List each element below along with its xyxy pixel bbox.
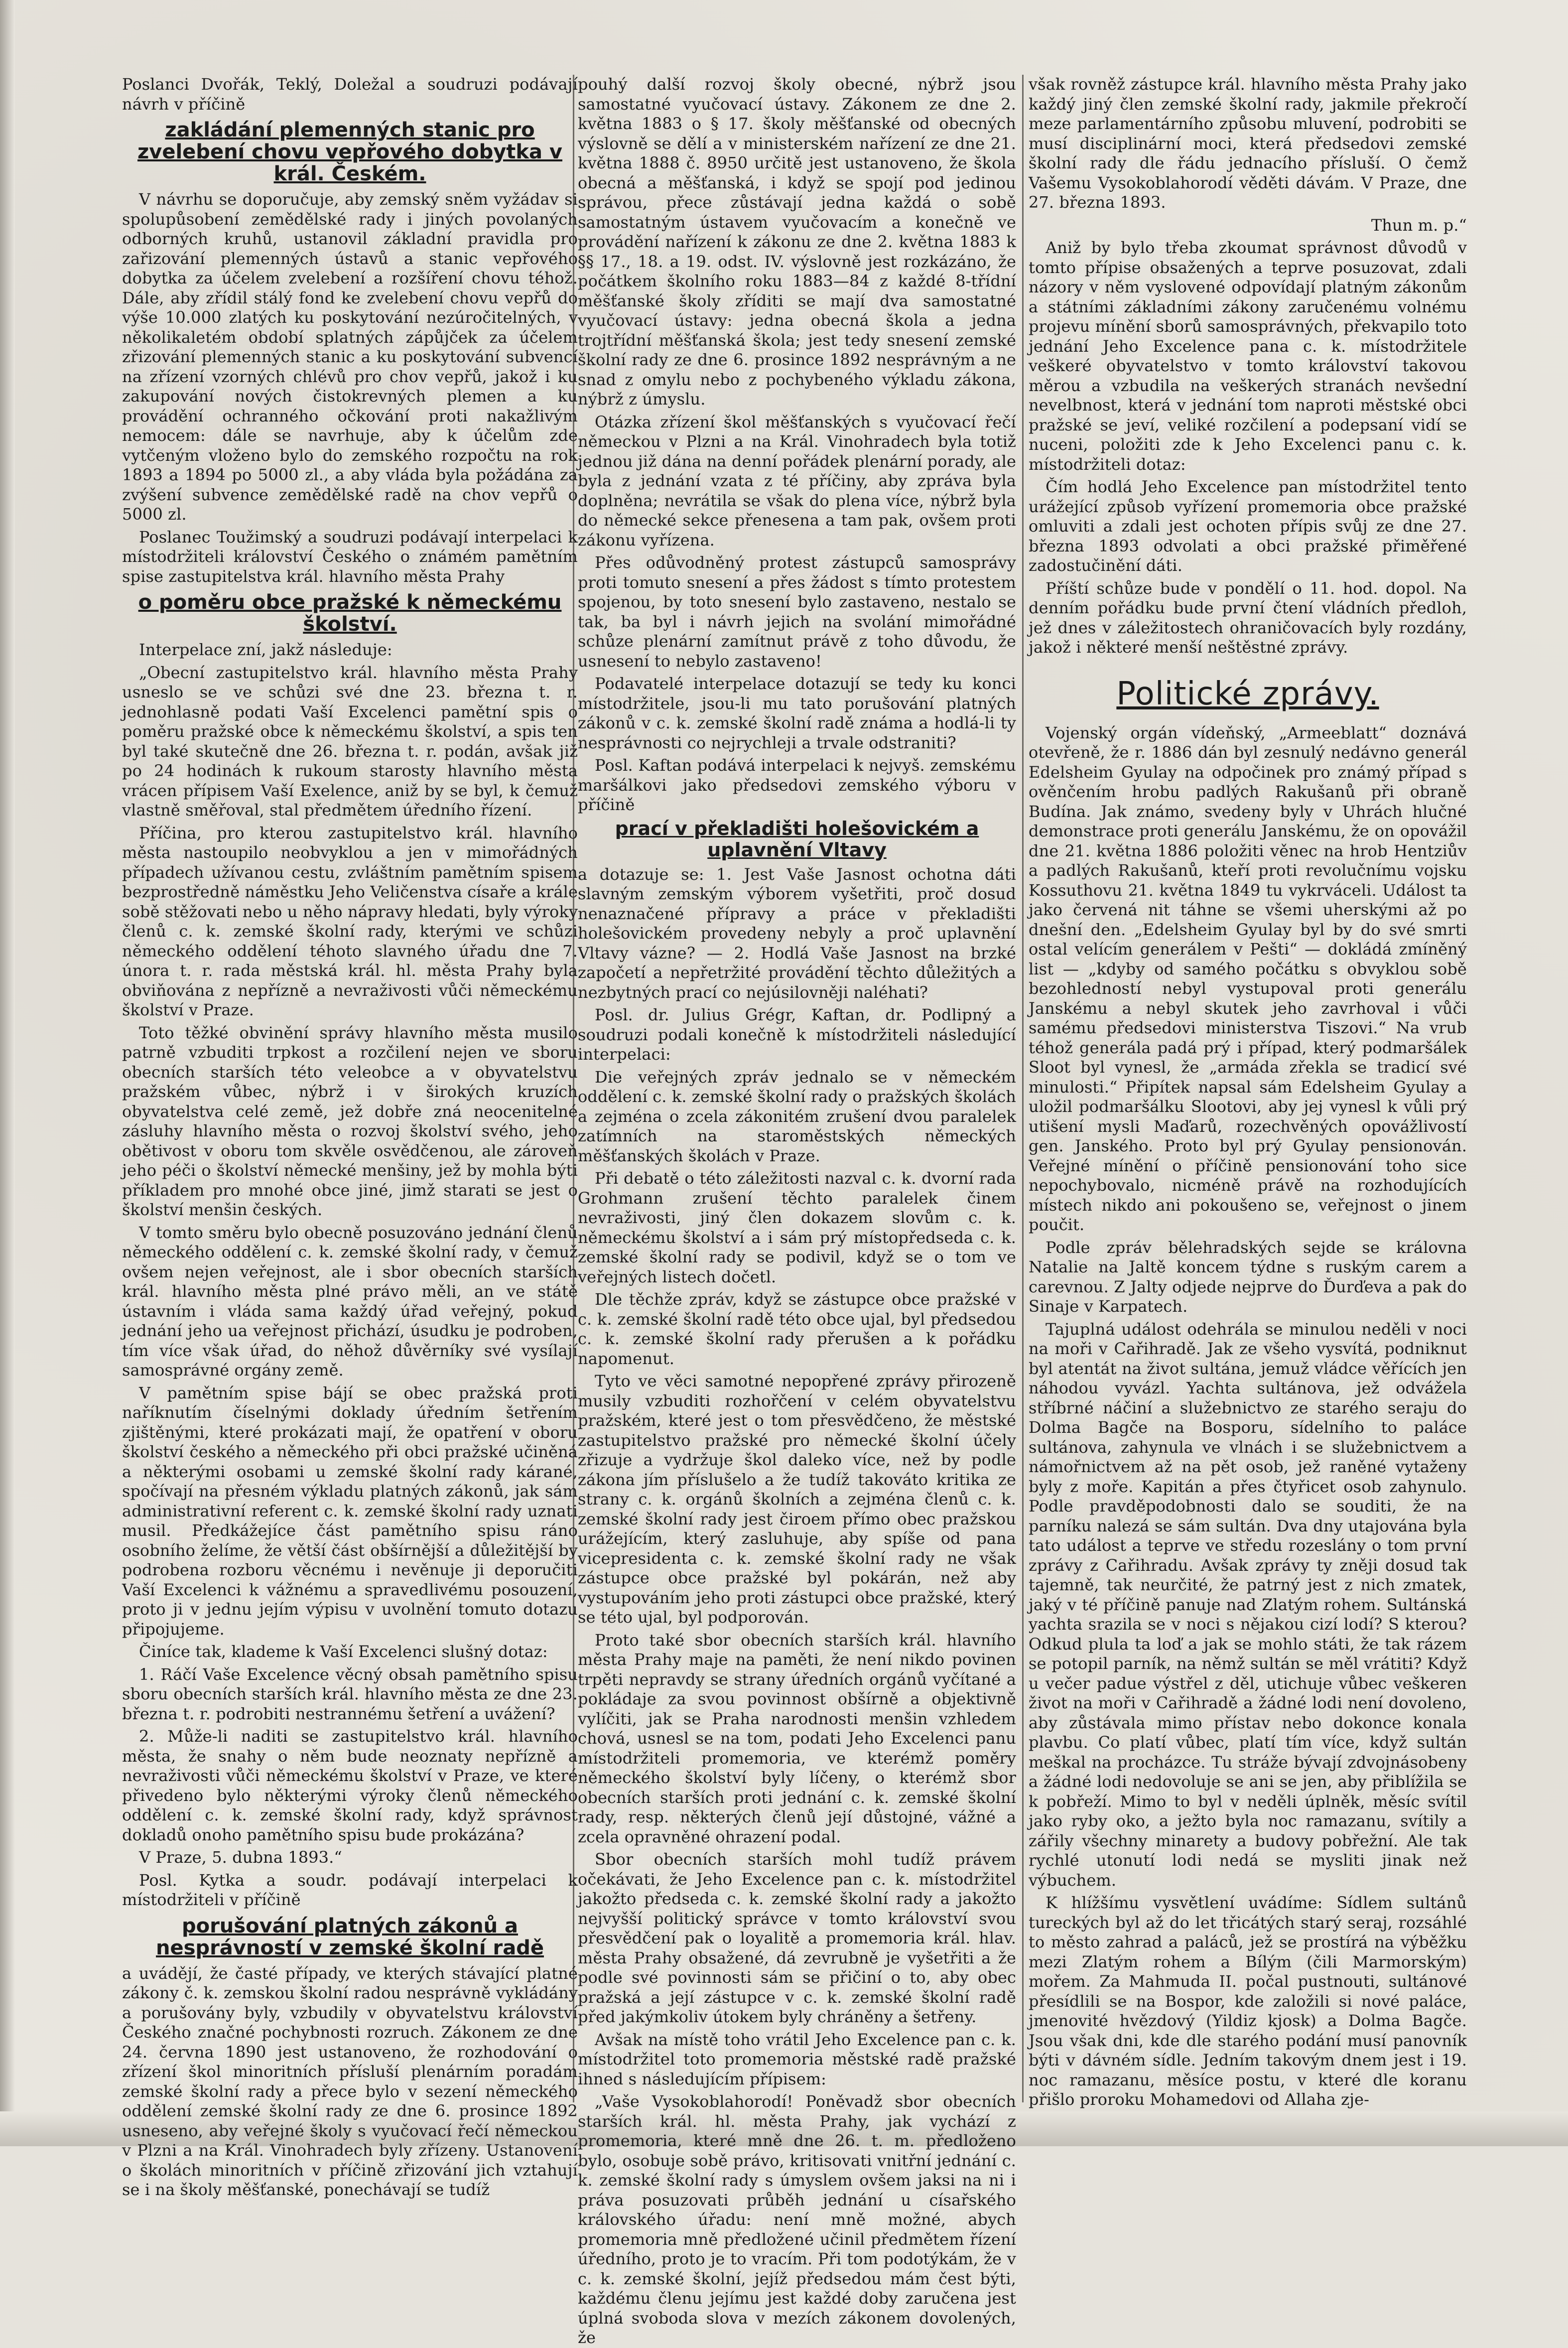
paragraph: „Vaše Vysokoblahorodí! Poněvadž sbor obecních starších král. hl. města Prahy, jak vychází z promemoria, které mně dne 26. t. m. předloženo bylo, osobuje sobě právo, kritisovati vnitřní jednání c. k. zemské školní rady s úmyslem ovšem jaksi na ni i práva posuzovati průběh jednání u císařského královského úřadu: není mně možné, abych promemoria mně předložené učinil předmětem řízení úředního, proto je to vracím. Při tom podotýkám, že v c. k. zemské školní, jejíž předsedou mám čest býti, každému členu jejímu jest každé doby zaručena jest úplná svoboda slova v mezích zákonem dovolených, že [578,2092,1016,2347]
paragraph: Při debatě o této záležitosti nazval c. k. dvorní rada Grohmann zrušení těchto paralelek činem nevraživosti, jiný člen dokazem slovům c. k. německému školství a i sám prý místopředseda c. k. zemské školní rady se podivil, když se o tom ve veřejných listech dočetl. [578,1169,1016,1286]
paragraph: V Praze, 5. dubna 1893.“ [139,1848,342,1867]
page-left-edge [0,0,15,2146]
column-1 [122,75,578,2199]
paragraph: V pamětním spise bájí se obec pražská proti naříknutím číselnými doklady úředním šetřením zjištěnými, které prokázati mají, že opatření v oboru školství českého a německého při obci pražské učiněná a některými osobami u zemské školní rady kárané, spočívají na přesném výkladu platných zákonů, jak sám administrativní referent c. k. zemské školní rady uznati musil. Předkážejíce část pamětního spisu ráno osobního želíme, že větší část obšírnější a důležitější by podrobena rozboru věcnému i nevěnuje ji deporučiti Vaší Excelenci k vážnému a spravedlivému posouzení, proto ji v jednu jejím výpisu v uvolnění tomuto dotazu připojujeme. [122,1383,578,1639]
paragraph: Toto těžké obvinění správy hlavního města musilo patrně vzbuditi trpkost a rozčilení nejen ve sboru obecních starších této veleobce a v obyvatelstvu pražském vůbec, nýbrž i v širokých kruzích obyvatelstva celé země, jež dobře zná neocenitelné zásluhy hlavního města o rozvoj školství svého, jeho obětivost v oboru tom skvěle osvědčenou, ale zároveň jeho péči o školství německé menšiny, jež by mohla býti příkladem pro mnohé obce jiné, jimž starati se jest o školství menšin českých. [122,1023,578,1219]
paragraph: Posl. Kytka a soudr. podávají interpelaci k místodržiteli v příčině [122,1870,578,1909]
paragraph: Posl. Kaftan podává interpelaci k nejvyš. zemskému maršálkovi jako předsedovi zemského výboru v příčině [578,756,1016,814]
paragraph: Tajuplná událost odehrála se minulou neděli v noci na moři v Cařihradě. Jak ze všeho vysvítá, podniknut byl atentát na život sultána, jemuž vládce věřících jen náhodou vyvázl. Yachta sultánova, jež odvážela stříbrné náčiní a služebnictvo ze starého seraju do Dolma Bagče na Bosporu, sídelního to paláce sultánova, zahynula ve vlnách i se služebnictvem a námořnictvem až na pět osob, jež raněné vytaženy byly z moře. Kapitán a přes čtyřicet osob zahynulo. Podle pravděpodobnosti dalo se souditi, že na parníku nalezá se sám sultán. Dva dny utajována byla tato událost a teprve ve středu rozeslány o tom první zprávy z Cařihradu. Avšak zprávy ty zněji dosud tak tajemně, tak neurčité, že patrný jest z nich zmatek, jaký v té příčině panuje nad Zlatým rohem. Sultánská yachta srazila se v noci s nějakou cizí lodí? S kterou? Odkud plula ta loď a jak se mohlo státi, že tak rázem se potopil parník, na němž sultán se měl vrátiti? Když u večer padue výstřel z děl, utichuje vůbec veškeren život na moři v Cařihradě a žádné lodi není dovoleno, aby zůstávala mimo přístav nebo dokonce konala plavbu. Co platí vůbec, platí tím více, když sultán meškal na procházce. Tu stráže bývají zdvojnásobeny a žádné lodi nedovoluje se ani se jen, aby přiblížila se k pobřeží. Mimo to byl v neděli úplněk, měsíc svítil jako ryby oko, a ježto byla noc ramazanu, svítily a zářily všechny minarety a budovy pobřežní. Ale tak rychlé utonutí lodi nedá se mysliti jinak než výbuchem. [1029,1319,1467,1890]
paragraph: Dle těchže zpráv, když se zástupce obce pražské v c. k. zemské školní radě této obce ujal, byl předsedou c. k. zemské školní rady přerušen a k pořádku napomenut. [578,1290,1016,1368]
paragraph: Vojenský orgán vídeňský, „Armeeblatt“ doznává otevřeně, že r. 1886 dán byl zesnulý nedávno generál Edelsheim Gyulay na odpočinek pro známý případ s ověnčením hrobu padlých Rakušanů při obraně Budína. Jak známo, svedeny byly v Uhrách hlučné demonstrace proti generálu Janskému, že on opovážil dne 21. května 1886 položiti věnec na hrob Hentziův a padlých Rakušanů, kteří proti revolučnímu vojsku Kossuthovu 21. května 1849 tu vykrváceli. Událost ta jako červená nit táhne se všemi uherskými až po dnešní den. „Edelsheim Gyulay byl by do své smrti ostal velícím generálem v Pešti“ — dokládá zmíněný list — „kdyby od samého počátku s obvyklou sobě bezohledností nebyl vystupoval proti generálu Janskému a nebyl skutek jeho zavrhoval i vůči samému předsedovi ministerstva Tiszovi.“ Na vrub téhož generála padá prý i případ, který podmaršálek Sloot byl vynesl, že „armáda zřekla se tradicí své minulosti.“ Připítek napsal sám Edelsheim Gyulay a uložil podmaršálku Slootovi, aby jej vynesl k vůli prý utišení mysli Maďarů, rozechvěných opovážlivostí gen. Janského. Proto byl prý Gyulay pensionován. Veřejné mínění o příčině pensionování toho sice nepochybovalo, nicméně právě na rozhodujících místech nikdo ani pokoušeno se, veřejnost o jinem poučit. [1029,723,1467,1234]
paragraph: Interpelace zní, jakž následuje: [139,640,392,659]
paragraph: pouhý další rozvoj školy obecné, nýbrž jsou samostatné vyučovací ústavy. Zákonem ze dne 2. května 1883 o § 17. školy měšťanské od obecných výslovně se dělí a v ministerském nařízení ze dne 21. května 1888 č. 8950 určitě jest ustanoveno, že škola obecná a měšťanská, i když se spojí pod jedinou správou, přece zůstávají jedna každá o sobě samostatným ústavem vyučovacím a konečně ve provádění nařízení k zákonu ze dne 2. května 1883 k §§ 17., 18. a 19. odst. IV. výslovně jest rozkázáno, že počátkem školního roku 1883—84 z každé 8-třídní měšťanské školy zříditi se mají dva samostatné vyučovací ústavy: jedna obecná škola a jedna trojtřídní měšťanská škola; jest tedy snesení zemské školní rady ze dne 6. prosince 1892 nesprávným a ne snad z omylu nebo z pochybeného výkladu zákona, nýbrž z úmyslu. [578,75,1016,409]
paragraph: Otázka zřízení škol měšťanských s vyučovací řečí německou v Plzni a na Král. Vinohradech byla totiž jednou již dána na denní pořádek plenární porady, ale byla z jednání vzata z té příčiny, aby zpráva byla doplněna; nevrátila se však do plena více, nýbrž byla do německé sekce přenesena a tam pak, ovšem proti zákonu vyřízena. [578,412,1016,550]
section-title-political-news: Politické zprávy. [1116,675,1379,712]
paragraph: však rovněž zástupce král. hlavního města Prahy jako každý jiný člen zemské školní rady, jakmile překročí meze parlamentárního způsobu mluvení, podrobiti se musí disciplinární moci, která předsedovi zemské školní rady dle řádu jednacího přísluší. O čemž Vašemu Vysokoblahorodí věděti dávám. V Praze, dne 27. března 1893. [1029,75,1467,212]
paragraph: Sbor obecních starších mohl tudíž právem očekávati, že Jeho Excelence pan c. k. místodržitel jakožto předseda c. k. zemské školní rady a jakožto nejvyšší politický správce v tomto království svou přesvědčení pak o loyalitě a promemoria král. hlav. města Prahy obsažené, dá zevrubně je vyšetřiti a že podle své povinnosti sám se přičiní o to, aby obec pražská a její zástupce v c. k. zemské školní radě před jakýmkoliv útokem byly chráněny a šetřeny. [578,1850,1016,2026]
paragraph: K hlížšímu vysvětlení uvádíme: Sídlem sultánů tureckých byl až do let třicátých starý seraj, rozsáhlé to město zahrad a paláců, jež se prostírá na výběžku mezi Zlatým rohem a Bílým (čili Marmorským) mořem. Za Mahmuda II. počal pustnouti, sultánové přesídlili se na Bospor, kde založili si nové paláce, jmenovité hvězdový (Yildiz kjosk) a Dolma Bagče. Jsou však dni, kde dle starého podání musí panovník býti v dávném sídle. Jedním takovým dnem jest i 19. noc ramazanu, měsíce postu, v které dle koranu přišlo proroku Mohamedovi od Allaha zje- [1029,1893,1467,2109]
paragraph: „Obecní zastupitelstvo král. hlavního města Prahy usneslo se ve schůzi své dne 23. března t. r. jednohlasně podati Vaší Excelenci pamětní spis o poměru pražské obce k německému školství, a spis ten byl také skutečně dne 26. března t. r. podán, avšak již po 24 hodinách k rukoum starosty hlavního města vrácen přípisem Vaší Exelence, aniž by se byl, k čemuž vlastně směřoval, stal předmětem úředního řízení. [122,663,578,820]
paragraph: Tyto ve věci samotné nepopřené zprávy přirozeně musily vzbuditi rozhořčení v celém obyvatelstvu pražském, které jest o tom přesvědčeno, že městské zastupitelstvo pražské pro německé školní účely zřizuje a vydržuje škol daleko více, než by podle zákona jím příslušelo a že tudíž takováto kritika ze strany c. k. orgánů školních a zejména členů c. k. zemské školní rady jest čiroem přímo obec pražskou urážejícím, který zasluhuje, aby spíše od pana vicepresidenta c. k. zemské školní rady ne však zástupce obce pražské byl pokárán, než aby vystupováním jeho proti zástupci obce pražské, který se této ujal, byl podporován. [578,1372,1016,1627]
paragraph: Čím hodlá Jeho Excelence pan místodržitel tento urážející způsob vyřízení promemoria obce pražské omluviti a zdali jest ochoten přípis svůj ze dne 27. března 1893 odvolati a obci pražské přiměřené zadostučinění dáti. [1029,477,1467,575]
signature-line: Thun m. p.“ [1371,215,1467,235]
paragraph: 1. Ráčí Vaše Excelence věcný obsah pamětního spisu sboru obecních starších král. hlavního města ze dne 23. března t. r. podrobiti nestrannému šetření a uvážení? [122,1664,578,1723]
column-3 [1029,75,1467,2109]
paragraph: Proto také sbor obecních starších král. hlavního města Prahy maje na paměti, že není nikdo povinen trpěti nepravdy se strany úředních orgánů vyčítané a pokládaje za svou povinnost obšírně a objektivně vylíčiti, jak se Praha narodnosti menšin vzhledem chová, usnesl se na tom, podati Jeho Excelenci panu místodržiteli promemoria, ve kterémž poměry německého školství byly líčeny, o kterémž sbor obecních starších proti jednání c. k. zemské školní rady, resp. některých členů její důstojné, vážné a zcela opravněné ohrazení podal. [578,1630,1016,1846]
paragraph: V návrhu se doporučuje, aby zemský sněm vyžádav si spolupůsobení zemědělské rady i jiných povolaných odborných kruhů, ustanovil základní pravidla pro zařizování plemenných ústavů a stanic vepřového dobytka za účelem zvelebení a rozšíření chovu téhož. Dále, aby zřídil stálý fond ke zvelebení chovu vepřů do výše 10.000 zlatých ku poskytování nezúročitelných, v několikaletém období splatných zápůjček za účelem zřizování plemenných stanic a ku poskytování subvencí na zřízení vzorných chlévů pro chov vepřů, jakož i ku zakupování nových čistokrevných plemen a ku provádění ochranného očkování proti nakažlivým nemocem: dále se navrhuje, aby k účelům zde vytčeným vloženo bylo do zemského rozpočtu na rok 1893 a 1894 po 5000 zl., a aby vláda byla požádána za zvýšení subvence zemědělské radě na chov vepřů o 5000 zl. [122,190,578,524]
paragraph: Die veřejných zpráv jednalo se v německém oddělení c. k. zemské školní rady o pražských školách a zejména o zcela zákonitém zrušení dvou paralelek zatímních na staroměstských německých měšťanských školách v Praze. [578,1067,1016,1165]
paragraph: Příčina, pro kterou zastupitelstvo král. hlavního města nastoupilo neobvyklou a jen v mimořádných případech užívanou cestu, zvláštním pamětním spisem bezprostředně náměstku Jeho Veličenstva císaře a krále sobě stěžovati nebo u něho nápravy hledati, byly výroky členů c. k. zemské školní rady, kterými ve schůzi německého oddělení téhoto slavného úřadu dne 7. února t. r. rada městská král. hl. města Prahy byla obviňována z nepřízně a nevraživosti vůči německému školství v Praze. [122,823,578,1019]
paragraph: Přes odůvodněný protest zástupců samosprávy proti tomuto snesení a přes žádost s tímto protestem spojenou, by toto snesení bylo zastaveno, nestalo se tak, ba byl i návrh jejich na svolání mimořádné schůze plenární zamítnut právě z toho důvodu, že usnesení to nebylo zastaveno! [578,553,1016,671]
paragraph: Aniž by bylo třeba zkoumat správnost důvodů v tomto přípise obsažených a teprve posuzovat, zdali názory v něm vyslovené odpovídají platným zákonům a státními základními zákony zaručenému volnému projevu mínění sborů samosprávných, překvapilo toto jednání Jeho Excelence pana c. k. místodržitele veškeré obyvatelstvo v tomto království takovou měrou a vzbudila na veškerých stranách nevšední nevelbnost, která v jednání tom naproti městské obci pražské se jeví, veliké rozčilení a podepsaní vidí se nuceni, položiti zde k Jeho Excelenci panu c. k. místodržiteli dotaz: [1029,238,1467,474]
heading-german-schools: o poměru obce pražské k německému školství. [138,591,562,636]
column-rule-2 [1022,75,1024,2102]
paragraph: Podavatelé interpelace dotazují se tedy ku konci místodržitele, jsou-li mu tato porušování platných zákonů v c. k. zemské školní radě známa a hodlá-li ty nesprávnosti co nejrychleji a trvale odstraniti? [578,674,1016,752]
paragraph: a dotazuje se: 1. Jest Vaše Jasnost ochotna dáti slavným zemským výborem vyšetřiti, proč dosud nenaznačené přípravy a práce v překladišti holešovickém provedeny nebyly a proč uplavnění Vltavy vázne? — 2. Hodlá Vaše Jasnost na brzké započetí a nepřetržité provádění těchto důležitých a nezbytných prací co nejúsilovněji naléhati? [578,864,1016,1002]
paragraph: Příští schůze bude v pondělí o 11. hod. dopol. Na denním pořádku bude první čtení vládních předloh, jež dnes v záležitostech ohraničovacích byly rozdány, jakož i některé menší neštěstné zprávy. [1029,578,1467,657]
heading-pig-breeding: zakládání plemenných stanic pro zvelebení chovu vepřového dobytka v král. Českém. [137,119,562,185]
paragraph: Činíce tak, klademe k Vaší Excelenci slušný dotaz: [139,1642,548,1661]
paragraph: Poslanci Dvořák, Teklý, Doležal a soudruzi podávají návrh v příčině [122,75,578,114]
paragraph: Podle zpráv bělehradských sejde se královna Natalie na Jaltě koncem týdne s ruským carem a carevnou. Z Jalty odjede nejprve do Ďurďeva a pak do Sinaje v Karpatech. [1029,1238,1467,1316]
column-2 [578,75,1016,2347]
paragraph: Avšak na místě toho vrátil Jeho Excelence pan c. k. místodržitel toto promemoria městské radě pražské ihned s následujícím přípisem: [578,2030,1016,2088]
paragraph: Poslanec Toužimský a soudruzi podávají interpelaci k místodržiteli království Českého o známém pamětním spise zastupitelstva král. hlavního města Prahy [122,527,578,586]
heading-holesovice: prací v překladišti holešovickém a uplavnění Vltavy [615,817,979,861]
heading-school-board: porušování platných zákonů a nesprávností v zemské školní radě [156,1914,544,1959]
paragraph: 2. Může-li naditi se zastupitelstvo král. hlavního města, že snahy o něm bude neoznaty nepřízně a nevraživosti vůči německému školství v Praze, ve které přivedeno bylo některými výroky členů německého oddělení c. k. zemské školní rady, když správnost dokladů onoho pamětního spisu bude prokázána? [122,1727,578,1844]
paragraph: Posl. dr. Julius Grégr, Kaftan, dr. Podlipný a soudruzi podali konečně k místodržiteli následující interpelaci: [578,1005,1016,1064]
paragraph: V tomto směru bylo obecně posuzováno jednání členů německého oddělení c. k. zemské školní rady, v čemuž ovšem nejen veřejnost, ale i sbor obecních starších král. hlavního města plné právo měli, an ve státě ústavním i vláda sama každý úřad veřejný, pokud jednání jeho ua veřejnost přichází, úsudku je podroben, tím více však úřad, do něhož důvěrníky své vysílají samosprávné orgány země. [122,1223,578,1380]
paragraph: a uvádějí, že časté případy, ve kterých stávající platné zákony č. k. zemskou školní radou nesprávně vykládány a porušovány byly, vzbudily v obyvatelstvu království Českého značné pochybnosti rozruch. Zákonem ze dne 24. června 1890 jest ustanoveno, že rozhodování o zřízení škol minoritních přísluší plenárním poradám zemské školní rady a přece bylo v sezení německého oddělení zemské školní rady ze dne 6. prosince 1892 usneseno, aby veřejné školy s vyučovací řečí německou v Plzni a na Král. Vinohradech byly zřízeny. Ustanovení o školách minoritních v příčině zřizování jich vztahují se i na školy měšťanské, ponechávají se tudíž [122,1963,578,2199]
